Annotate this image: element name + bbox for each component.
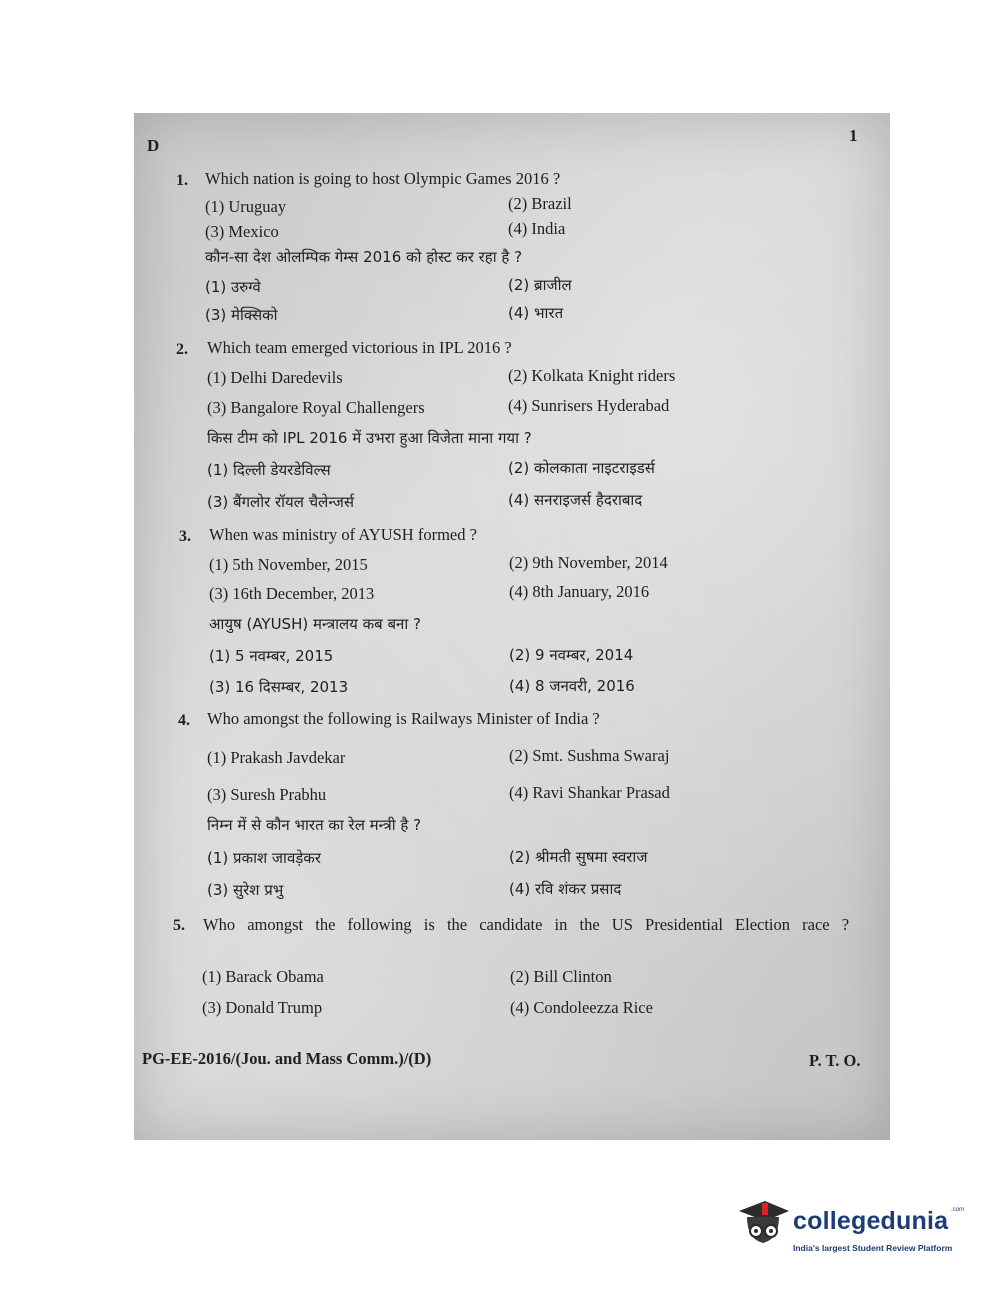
option-hindi: (2) श्रीमती सुषमा स्वराज bbox=[509, 848, 648, 866]
option-hindi: (4) रवि शंकर प्रसाद bbox=[509, 880, 622, 898]
brand-suffix: .com bbox=[951, 1207, 965, 1213]
option: (4) India bbox=[508, 219, 566, 238]
option-hindi: (4) 8 जनवरी, 2016 bbox=[509, 677, 635, 695]
option: (3) Suresh Prabhu bbox=[207, 785, 327, 804]
option: (2) Bill Clinton bbox=[510, 967, 612, 986]
option-hindi: (1) 5 नवम्बर, 2015 bbox=[209, 647, 334, 665]
option: (3) Mexico bbox=[205, 222, 279, 241]
option: (1) Uruguay bbox=[205, 197, 287, 216]
brand-tagline: India's largest Student Review Platform bbox=[793, 1243, 953, 1253]
option-hindi: (3) सुरेश प्रभु bbox=[207, 881, 284, 899]
pto-label: P. T. O. bbox=[809, 1051, 861, 1070]
option: (2) Kolkata Knight riders bbox=[508, 366, 676, 385]
option: (2) 9th November, 2014 bbox=[509, 553, 668, 572]
question-number: 4. bbox=[178, 712, 190, 729]
question-text-hindi: निम्न में से कौन भारत का रेल मन्त्री है ? bbox=[207, 816, 422, 834]
question-number: 5. bbox=[173, 917, 185, 934]
question-text-hindi: कौन-सा देश ओलम्पिक गेम्स 2016 को होस्ट कर रहा है ? bbox=[205, 248, 523, 266]
option: (3) Donald Trump bbox=[202, 998, 323, 1017]
question-text-hindi: आयुष (AYUSH) मन्त्रालय कब बना ? bbox=[209, 615, 421, 633]
option: (3) Bangalore Royal Challengers bbox=[207, 398, 425, 417]
page-number: 1 bbox=[849, 126, 858, 145]
option: (4) Ravi Shankar Prasad bbox=[509, 783, 670, 802]
option: (4) Condoleezza Rice bbox=[510, 998, 653, 1017]
question-number: 3. bbox=[179, 528, 191, 545]
option-hindi: (1) दिल्ली डेयरडेविल्स bbox=[207, 461, 331, 479]
question-text: Who amongst the following is the candidate in the US Presidential Election race ? bbox=[203, 915, 850, 934]
question-text: When was ministry of AYUSH formed ? bbox=[209, 525, 477, 544]
mascot-icon bbox=[735, 1197, 791, 1257]
option: (1) Barack Obama bbox=[202, 967, 324, 986]
option-hindi: (4) सनराइजर्स हैदराबाद bbox=[508, 491, 643, 509]
exam-page bbox=[134, 113, 890, 1140]
question-number: 1. bbox=[176, 172, 188, 189]
option: (2) Brazil bbox=[508, 194, 572, 213]
question-text: Who amongst the following is Railways Minister of India ? bbox=[207, 709, 600, 728]
question-text: Which nation is going to host Olympic Games 2016 ? bbox=[205, 169, 561, 188]
option-hindi: (3) 16 दिसम्बर, 2013 bbox=[209, 678, 349, 696]
option: (4) Sunrisers Hyderabad bbox=[508, 396, 670, 415]
option: (1) Delhi Daredevils bbox=[207, 368, 343, 387]
option-hindi: (3) बैंगलोर रॉयल चैलेन्जर्स bbox=[207, 493, 355, 511]
option-hindi: (1) उरुग्वे bbox=[205, 278, 261, 296]
option: (1) 5th November, 2015 bbox=[209, 555, 368, 574]
option-hindi: (3) मेक्सिको bbox=[205, 306, 278, 324]
option-hindi: (4) भारत bbox=[508, 304, 564, 322]
brand-name: collegedunia bbox=[793, 1207, 949, 1235]
question-text: Which team emerged victorious in IPL 2016 ? bbox=[207, 338, 512, 357]
option: (4) 8th January, 2016 bbox=[509, 582, 650, 601]
series-code: D bbox=[147, 136, 160, 155]
option: (1) Prakash Javdekar bbox=[207, 748, 346, 767]
paper-code-footer: PG-EE-2016/(Jou. and Mass Comm.)/(D) bbox=[142, 1049, 432, 1068]
option: (3) 16th December, 2013 bbox=[209, 584, 375, 603]
option: (2) Smt. Sushma Swaraj bbox=[509, 746, 670, 765]
question-text-hindi: किस टीम को IPL 2016 में उभरा हुआ विजेता माना गया ? bbox=[207, 429, 532, 447]
collegedunia-logo bbox=[735, 1195, 965, 1265]
option-hindi: (2) ब्राजील bbox=[508, 276, 572, 294]
question-number: 2. bbox=[176, 341, 188, 358]
option-hindi: (1) प्रकाश जावड़ेकर bbox=[207, 849, 321, 867]
option-hindi: (2) कोलकाता नाइटराइडर्स bbox=[508, 459, 655, 477]
option-hindi: (2) 9 नवम्बर, 2014 bbox=[509, 646, 634, 664]
